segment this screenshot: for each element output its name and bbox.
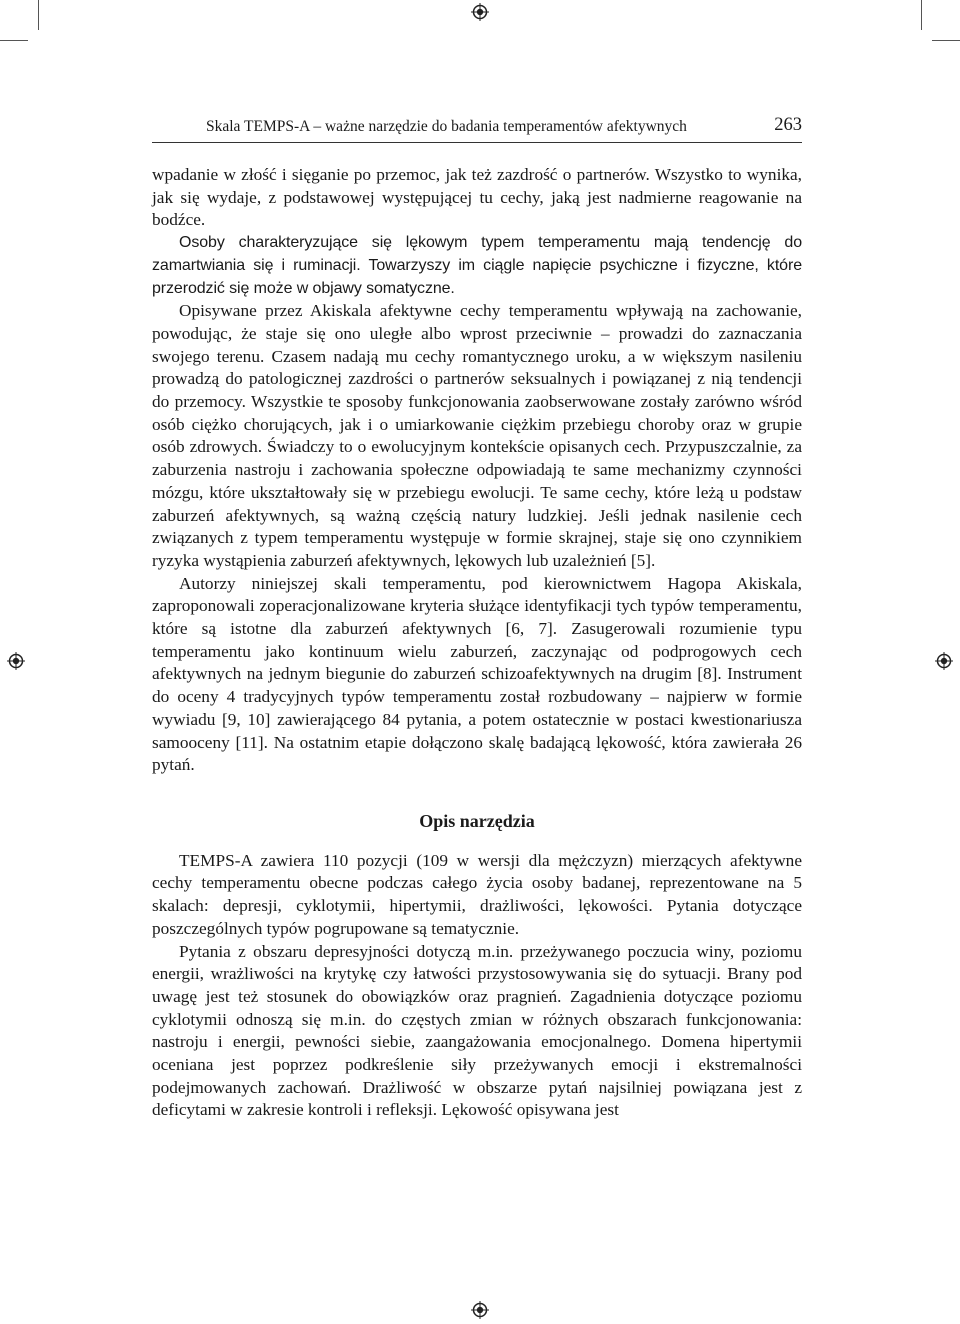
body-text	[152, 164, 802, 1122]
paragraph: Osoby charakteryzujące się lękowym typem temperamentu mają tendencję do zamartwiania się i ruminacji. Towarzyszy im ciągle napięcie psychiczne i fizyczne, które przerodzić się może w objawy somatyczne.	[152, 234, 802, 297]
registration-mark-icon	[935, 652, 953, 670]
crop-mark	[932, 40, 960, 41]
registration-mark-icon	[471, 1301, 489, 1319]
paragraph: TEMPS-A zawiera 110 pozycji (109 w wersji dla mężczyzn) mierzących afektywne cechy temperamentu obecne podczas całego życia osoby badanej, reprezentowane na 5 skalach: depresji, cyklotymii, hipertymii, drażliwości, lękowości. Pytania dotyczące poszczególnych typów pogrupowane są tematycznie.	[152, 850, 802, 938]
paragraph: Autorzy niniejszej skali temperamentu, pod kierownictwem Hagopa Akiskala, zaproponowali zoperacjonalizowane kryteria służące identyfikacji tych typów temperamentu, które są istotne dla zaburzeń afektywnych [6, 7]. Zasugerowali rozumienie typu temperamentu jako kontinuum wielu zaburzeń, zaczynając od podprogowych cech afektywnych na jednym biegunie do zaburzeń schizoafektywnych na drugim [8]. Instrument do oceny 4 tradycyjnych typów temperamentu został rozbudowany – najpierw w formie wywiadu [9, 10] zawierającego 84 pytania, a potem ostatecznie w postaci kwestionariusza samooceny [11]. Na ostatnim etapie dołączono skalę badającą lękowość, która zawierała 26 pytań.	[152, 573, 802, 775]
crop-mark	[921, 0, 922, 30]
registration-mark-icon	[471, 3, 489, 21]
crop-mark	[38, 0, 39, 30]
paragraph: Pytania z obszaru depresyjności dotyczą m.in. przeżywanego poczucia winy, poziomu energii, wrażliwości na krytykę czy łatwości przystosowywania się do sytuacji. Brany pod uwagę jest też stosunek do obowiązków oraz pragnień. Zagadnienia dotyczące poziomu cyklotymii odnoszą się m.in. do częstych zmian w różnych obszarach funkcjonowania: nastroju i energii, pewności siebie, zaangażowania emocjonalnego. Domena hipertymii oceniana jest poprzez podkreślenie siły przeżywanych emocji i ekstremalności podejmowanych zachowań. Drażliwość w obszarze pytań najsilniej powiązana jest z deficytami w zakresie kontroli i refleksji. Lękowość opisywana jest	[152, 941, 802, 1120]
crop-mark	[0, 40, 28, 41]
paragraph: Opisywane przez Akiskala afektywne cechy temperamentu wpływają na zachowanie, powodując, że staje się ono uległe albo wprost przeciwnie – prowadzi do zaznaczania swojego terenu. Czasem nadają mu cechy romantycznego uroku, a w większym nasileniu prowadzą do patologicznej zazdrości o partnerów seksualnych i powiązanej z nią tendencji do przemocy. Wszystkie te sposoby funkcjonowania zaobserwowane zostały zarówno wśród osób ciężko chorujących, jak i o umiarkowanie ciężkim przebiegu choroby oraz w grupie osób zdrowych. Świadczy to o ewolucyjnym kontekście opisanych cech. Przypuszczalnie, za zaburzenia nastroju i zachowania społeczne odpowiadają te same mechanizmy czynności mózgu, które ukształtowały się w przebiegu ewolucji. Te same cechy, które leżą u podstaw zaburzeń afektywnych, są ważną częścią natury ludzkiej. Jeśli jednak nasilenie cech związanych z typem temperamentu występuje w formie skrajnej, staje się ono czynnikiem ryzyka wystąpienia zaburzeń afektywnych, lękowych lub uzależnień [5].	[152, 301, 802, 570]
page-number: 263	[774, 115, 802, 135]
page-header	[152, 114, 802, 143]
running-head: Skala TEMPS-A – ważne narzędzie do badania temperamentów afektywnych	[206, 118, 687, 135]
paragraph: wpadanie w złość i sięganie po przemoc, jak też zazdrość o partnerów. Wszystko to wynika, jak się wydaje, z podstawowej występującej tu cechy, jaką jest nadmierne reagowanie na bodźce.	[152, 165, 802, 230]
section-heading: Opis narzędzia	[419, 810, 535, 831]
registration-mark-icon	[7, 652, 25, 670]
